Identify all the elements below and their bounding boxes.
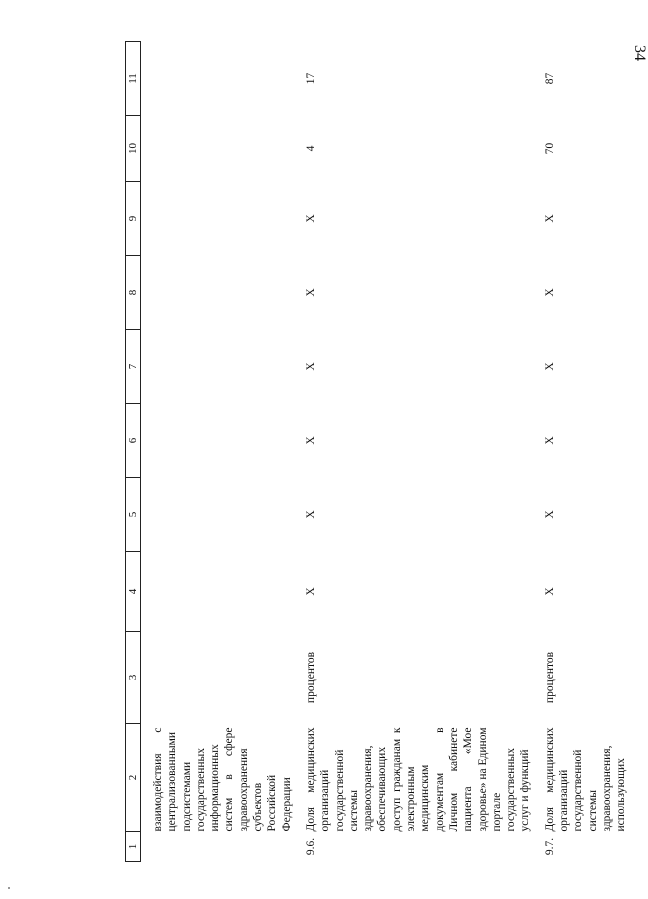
row-cell: X bbox=[543, 510, 556, 519]
row-number: 9.7. bbox=[543, 837, 556, 856]
row-unit: процентов bbox=[304, 651, 317, 704]
rotated-table-container bbox=[125, 42, 645, 862]
scan-speck bbox=[8, 887, 10, 889]
row-cell bbox=[141, 330, 294, 404]
row-cell: X bbox=[543, 214, 556, 223]
col-header-5: 5 bbox=[126, 478, 141, 552]
col-header-10: 10 bbox=[126, 116, 141, 182]
row-cell: X bbox=[543, 436, 556, 445]
row-cell: X bbox=[304, 510, 317, 519]
row-cell: X bbox=[304, 587, 317, 596]
row-cell: X bbox=[543, 587, 556, 596]
col-header-7: 7 bbox=[126, 330, 141, 404]
col-header-4: 4 bbox=[126, 552, 141, 632]
column-number-row bbox=[126, 42, 141, 862]
row-cell bbox=[141, 42, 294, 116]
table-row bbox=[533, 42, 629, 862]
col-header-2: 2 bbox=[126, 724, 141, 832]
row-number: 9.6. bbox=[304, 837, 317, 856]
col-header-3: 3 bbox=[126, 632, 141, 724]
col-header-1: 1 bbox=[126, 832, 141, 862]
col-header-6: 6 bbox=[126, 404, 141, 478]
row-cell: 4 bbox=[304, 145, 317, 152]
col-header-9: 9 bbox=[126, 182, 141, 256]
row-cell: X bbox=[304, 436, 317, 445]
row-cell bbox=[141, 182, 294, 256]
col-header-8: 8 bbox=[126, 256, 141, 330]
indicator-table bbox=[125, 41, 629, 862]
row-cell: X bbox=[304, 362, 317, 371]
row-cell: X bbox=[543, 362, 556, 371]
table-row bbox=[141, 42, 294, 862]
row-cell: 70 bbox=[543, 142, 556, 155]
row-cell bbox=[141, 552, 294, 632]
row-cell bbox=[141, 256, 294, 330]
row-description: Доля медицинских организаций государственной системы здравоохранения, использующих bbox=[543, 727, 628, 832]
row-cell: X bbox=[304, 288, 317, 297]
row-cell bbox=[141, 404, 294, 478]
row-unit: процентов bbox=[543, 651, 556, 704]
row-number bbox=[141, 832, 294, 862]
row-cell: X bbox=[304, 214, 317, 223]
row-description: Доля медицинских организаций государственной системы здравоохранения, обеспечивающих доступ гражданам к электронным медицинским документам в Личном кабинете пациента «Мое здоровье» на Едином портале государственных услуг и функций bbox=[304, 727, 532, 832]
row-cell bbox=[141, 478, 294, 552]
row-unit bbox=[141, 632, 294, 724]
row-cell: X bbox=[543, 288, 556, 297]
page-number: 34 bbox=[631, 45, 648, 61]
row-cell bbox=[141, 116, 294, 182]
table-row bbox=[294, 42, 533, 862]
col-header-11: 11 bbox=[126, 42, 141, 116]
row-cell: 17 bbox=[304, 72, 317, 85]
row-description: взаимодействия с централизованными подсистемами государственных информационных систем в сфере здравоохранения субъектов Российской Федерации bbox=[152, 727, 293, 832]
row-cell: 87 bbox=[543, 72, 556, 85]
